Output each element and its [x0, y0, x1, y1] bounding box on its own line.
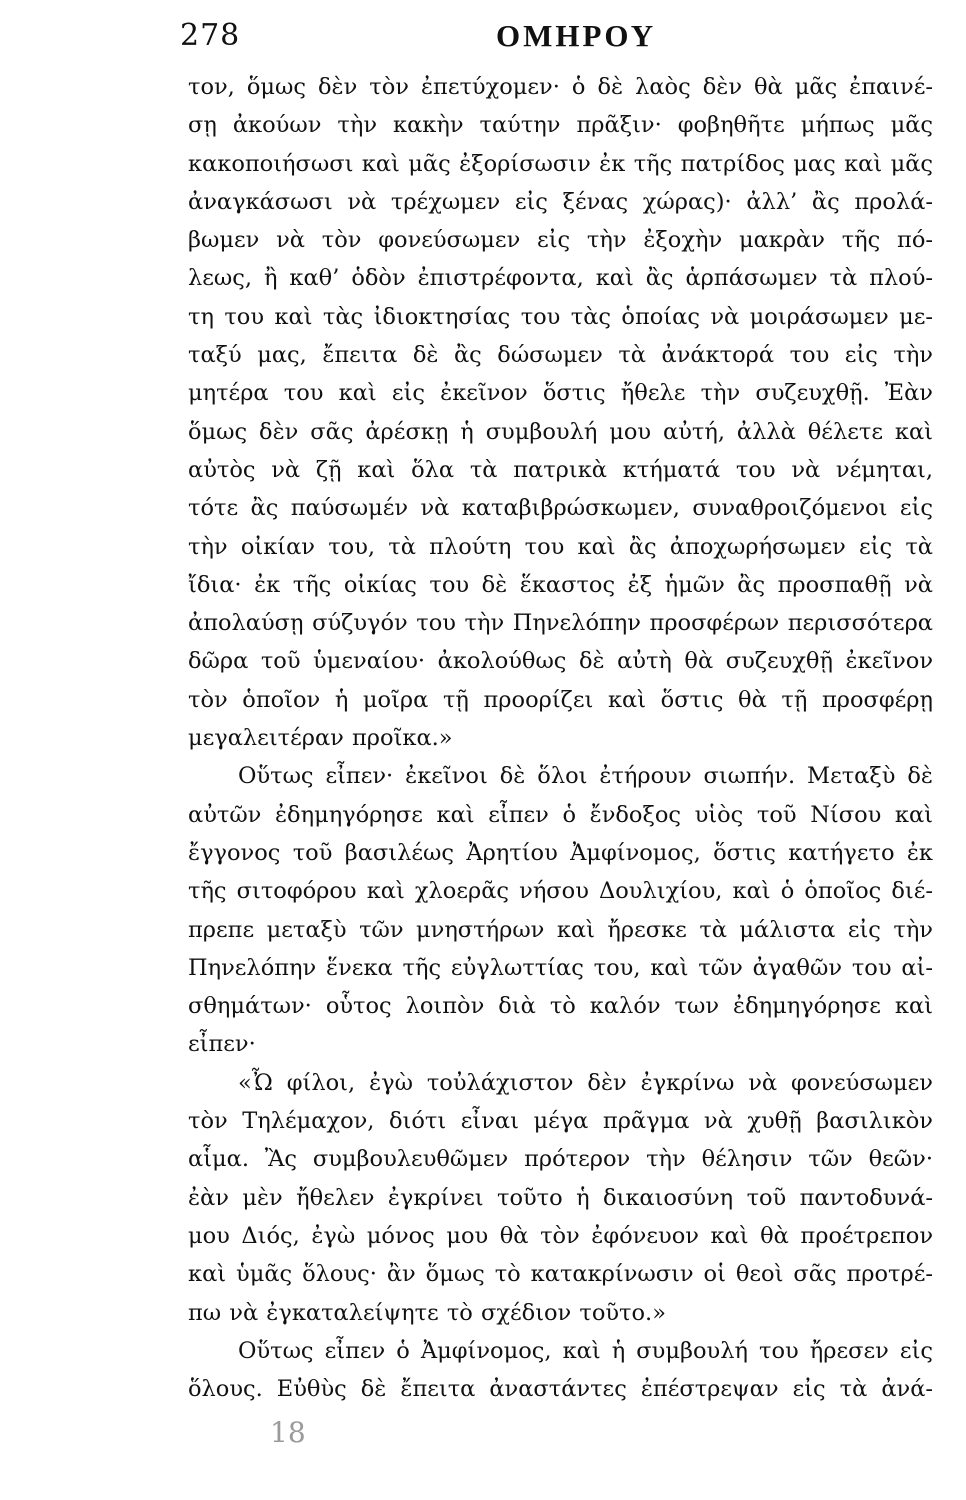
page-header	[180, 8, 740, 60]
text-line: ἀναγκάσωσι νὰ τρέχωμεν εἰς ξένας χώρας)· ἀλλ’ ἂς προλά-	[188, 188, 933, 215]
text-line: ὅλους. Εὐθὺς δὲ ἔπειτα ἀναστάντες ἐπέστρεψαν εἰς τὰ ἀνά-	[188, 1376, 933, 1403]
text-line: τῆς σιτοφόρου καὶ χλοερᾶς νήσου Δουλιχίου, καὶ ὁ ὁποῖος διέ-	[188, 878, 933, 905]
text-line: ὅμως δὲν σᾶς ἀρέσκῃ ἡ συμβουλή μου αὐτή, ἀλλὰ θέλετε καὶ	[188, 418, 933, 445]
text-line: ταξύ μας, ἔπειτα δὲ ἂς δώσωμεν τὰ ἀνάκτορά του εἰς τὴν	[188, 342, 933, 369]
text-line: τὸν Τηλέμαχον, διότι εἶναι μέγα πρᾶγμα νὰ χυθῇ βασιλικὸν	[188, 1108, 933, 1135]
text-line: Οὕτως εἶπεν· ἐκεῖνοι δὲ ὅλοι ἐτήρουν σιωπήν. Μεταξὺ δὲ	[238, 763, 933, 790]
text-line: αὐτῶν ἐδημηγόρησε καὶ εἶπεν ὁ ἔνδοξος υἱὸς τοῦ Νίσου καὶ	[188, 801, 933, 828]
text-line: ἐὰν μὲν ἤθελεν ἐγκρίνει τοῦτο ἡ δικαιοσύνη τοῦ παντοδυνά-	[188, 1184, 933, 1211]
text-line: τη του καὶ τὰς ἰδιοκτησίας του τὰς ὁποίας νὰ μοιράσωμεν με-	[188, 303, 933, 330]
text-line: αὐτὸς νὰ ζῇ καὶ ὅλα τὰ πατρικὰ κτήματά του νὰ νέμηται,	[188, 456, 933, 483]
text-line: τον, ὅμως δὲν τὸν ἐπετύχομεν· ὁ δὲ λαὸς δὲν θὰ μᾶς ἐπαινέ-	[188, 74, 933, 100]
signature-mark: 18	[270, 1416, 306, 1449]
text-line: ἴδια· ἐκ τῆς οἰκίας του δὲ ἕκαστος ἐξ ἡμῶν ἂς προσπαθῇ νὰ	[188, 571, 933, 598]
text-line: τὴν οἰκίαν του, τὰ πλούτη του καὶ ἂς ἀποχωρήσωμεν εἰς τὰ	[188, 533, 933, 560]
text-line: Οὕτως εἶπεν ὁ Ἀμφίνομος, καὶ ἡ συμβουλή του ἤρεσεν εἰς	[238, 1337, 933, 1364]
text-line: Πηνελόπην ἕνεκα τῆς εὐγλωττίας του, καὶ τῶν ἀγαθῶν του αἰ-	[188, 954, 933, 981]
text-line: ἀπολαύσῃ σύζυγόν του τὴν Πηνελόπην προσφέρων περισσότερα	[188, 610, 933, 637]
text-line: σῃ ἀκούων τὴν κακὴν ταύτην πρᾶξιν· φοβηθῆτε μήπως μᾶς	[188, 112, 933, 139]
text-line: πω νὰ ἐγκαταλείψητε τὸ σχέδιον τοῦτο.»	[188, 1299, 666, 1326]
text-line: μεγαλειτέραν προῖκα.»	[188, 725, 453, 752]
text-line: «Ὦ φίλοι, ἐγὼ τοὐλάχιστον δὲν ἐγκρίνω νὰ φονεύσωμεν	[238, 1069, 933, 1096]
text-line: μου Διός, ἐγὼ μόνος μου θὰ τὸν ἐφόνευον καὶ θὰ προέτρεπον	[188, 1222, 933, 1249]
text-line: κακοποιήσωσι καὶ μᾶς ἐξορίσωσιν ἐκ τῆς πατρίδος μας καὶ μᾶς	[188, 150, 933, 177]
text-line: τὸν ὁποῖον ἡ μοῖρα τῇ προορίζει καὶ ὅστις θὰ τῇ προσφέρῃ	[188, 686, 933, 713]
text-line: λεως, ἢ καθ’ ὁδὸν ἐπιστρέφοντα, καὶ ἂς ἁρπάσωμεν τὰ πλού-	[188, 265, 933, 292]
page-number: 278	[180, 18, 241, 53]
text-line: ἔγγονος τοῦ βασιλέως Ἀρητίου Ἀμφίνομος, ὅστις κατήγετο ἐκ	[188, 839, 933, 866]
text-line: μητέρα του καὶ εἰς ἐκεῖνον ὅστις ἤθελε τὴν συζευχθῇ. Ἐὰν	[188, 380, 933, 407]
text-line: βωμεν νὰ τὸν φονεύσωμεν εἰς τὴν ἐξοχὴν μακρὰν τῆς πό-	[188, 227, 933, 254]
text-line: εἶπεν·	[188, 1031, 256, 1058]
text-line: αἷμα. Ἂς συμβουλευθῶμεν πρότερον τὴν θέλησιν τῶν θεῶν·	[188, 1146, 933, 1173]
body-text	[188, 68, 933, 1408]
running-title: ΟΜΗΡΟΥ	[496, 18, 657, 53]
text-line: δῶρα τοῦ ὑμεναίου· ἀκολούθως δὲ αὐτὴ θὰ συζευχθῇ ἐκεῖνον	[188, 648, 933, 675]
text-line: πρεπε μεταξὺ τῶν μνηστήρων καὶ ἤρεσκε τὰ μάλιστα εἰς τὴν	[188, 916, 933, 943]
text-line: τότε ἂς παύσωμέν νὰ καταβιβρώσκωμεν, συναθροιζόμενοι εἰς	[188, 495, 933, 522]
text-line: σθημάτων· οὗτος λοιπὸν διὰ τὸ καλόν των ἐδημηγόρησε καὶ	[188, 993, 933, 1020]
text-line: καὶ ὑμᾶς ὅλους· ἂν ὅμως τὸ κατακρίνωσιν οἱ θεοὶ σᾶς προτρέ-	[188, 1261, 933, 1288]
